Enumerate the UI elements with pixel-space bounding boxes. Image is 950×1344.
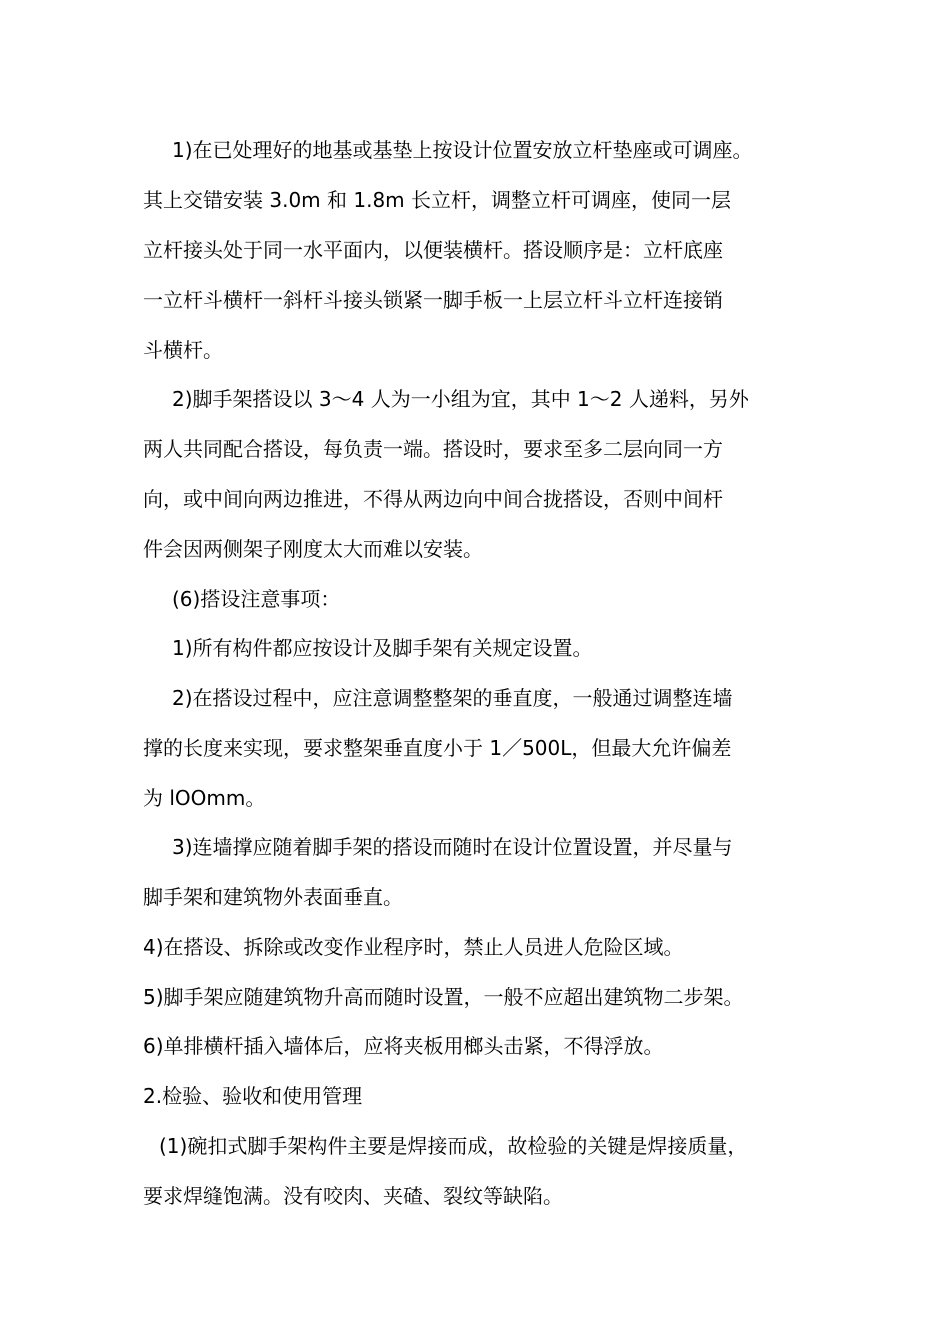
paragraph-line: 斗横杆。 <box>143 338 223 362</box>
paragraph-line: 3)连墙撑应随着脚手架的搭设而随时在设计位置设置，并尽量与 <box>172 835 733 859</box>
paragraph-line: 件会因两侧架子刚度太大而难以安装。 <box>143 537 483 561</box>
paragraph-line: 立杆接头处于同一水平面内，以便装横杆。搭设顺序是：立杆底座 <box>143 238 723 262</box>
paragraph-line: 一立杆斗横杆一斜杆斗接头锁紧一脚手板一上层立杆斗立杆连接销 <box>143 288 723 312</box>
section-heading: 2.检验、验收和使用管理 <box>143 1084 363 1108</box>
paragraph-line: 5)脚手架应随建筑物升高而随时设置，一般不应超出建筑物二步架。 <box>143 985 744 1009</box>
paragraph-line: 6)单排横杆插入墙体后，应将夹板用榔头击紧，不得浮放。 <box>143 1034 664 1058</box>
paragraph-line: 2)在搭设过程中，应注意调整整架的垂直度，一般通过调整连墙 <box>172 686 733 710</box>
paragraph-line: 撑的长度来实现，要求整架垂直度小于 1／500L，但最大允许偏差 <box>143 736 732 760</box>
paragraph-line: 向，或中间向两边推进，不得从两边向中间合拢搭设，否则中间杆 <box>143 487 723 511</box>
paragraph-line: 2)脚手架搭设以 3～4 人为一小组为宜，其中 1～2 人递料，另外 <box>172 387 749 411</box>
paragraph-line: 脚手架和建筑物外表面垂直。 <box>143 885 403 909</box>
paragraph-line: 1)在已处理好的地基或基垫上按设计位置安放立杆垫座或可调座。 <box>172 138 753 162</box>
paragraph-line: 为 lOOmm。 <box>143 786 266 810</box>
paragraph-line: 其上交错安装 3.0m 和 1.8m 长立杆，调整立杆可调座，使同一层 <box>143 188 732 212</box>
paragraph-line: (1)碗扣式脚手架构件主要是焊接而成，故检验的关键是焊接质量， <box>159 1134 748 1158</box>
paragraph-line: 要求焊缝饱满。没有咬肉、夹碴、裂纹等缺陷。 <box>143 1184 563 1208</box>
section-heading: (6)搭设注意事项： <box>172 587 341 611</box>
paragraph-line: 两人共同配合搭设，每负责一端。搭设时，要求至多二层向同一方 <box>143 437 723 461</box>
paragraph-line: 4)在搭设、拆除或改变作业程序时，禁止人员进人危险区域。 <box>143 935 684 959</box>
paragraph-line: 1)所有构件都应按设计及脚手架有关规定设置。 <box>172 636 593 660</box>
